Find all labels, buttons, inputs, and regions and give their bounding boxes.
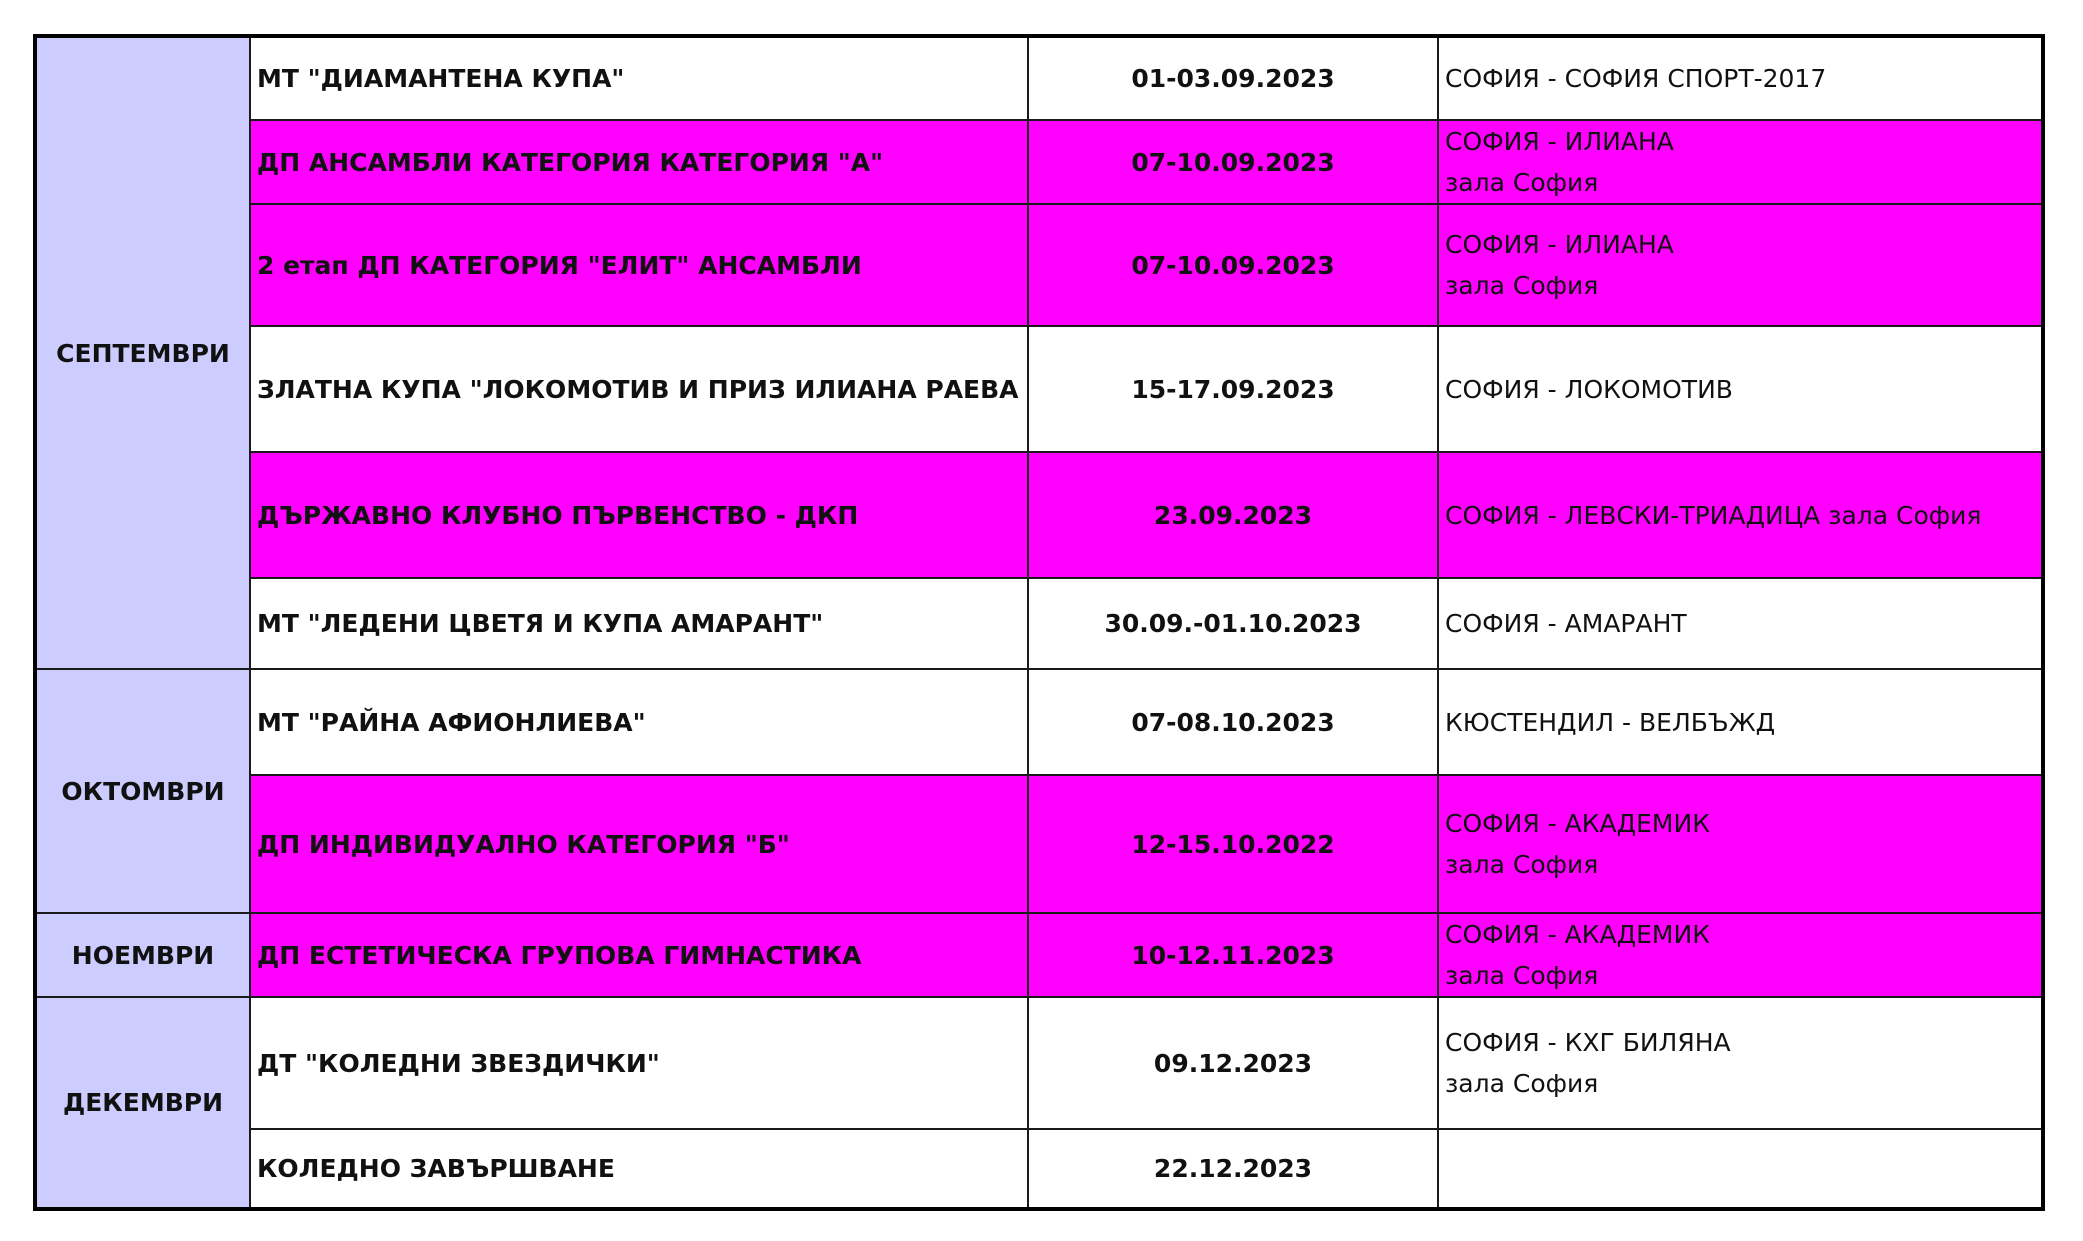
event-name: 2 етап ДП КАТЕГОРИЯ "ЕЛИТ" АНСАМБЛИ: [250, 204, 1028, 326]
event-venue: [1438, 578, 2043, 669]
event-name: ДТ "КОЛЕДНИ ЗВЕЗДИЧКИ": [250, 997, 1028, 1129]
event-venue: [1438, 452, 2043, 578]
venue-line: СОФИЯ - ЛОКОМОТИВ: [1445, 374, 1733, 404]
event-venue: [1438, 204, 2043, 326]
month-cell-october: ОКТОМВРИ: [35, 669, 250, 913]
table-row: [35, 326, 2043, 452]
event-name: МТ "ДИАМАНТЕНА КУПА": [250, 36, 1028, 120]
event-date: 23.09.2023: [1028, 452, 1438, 578]
event-date: 15-17.09.2023: [1028, 326, 1438, 452]
venue-line: СОФИЯ - ИЛИАНА: [1445, 230, 1674, 259]
table-row: [35, 36, 2043, 120]
table-row: [35, 204, 2043, 326]
event-venue: [1438, 913, 2043, 997]
event-date: 22.12.2023: [1028, 1129, 1438, 1209]
venue-line: СОФИЯ - ЛЕВСКИ-ТРИАДИЦА зала София: [1445, 500, 1982, 530]
table-row: [35, 775, 2043, 913]
venue-line: зала София: [1445, 168, 1599, 197]
event-date: 07-10.09.2023: [1028, 120, 1438, 204]
month-cell-november: НОЕМВРИ: [35, 913, 250, 997]
event-date: 09.12.2023: [1028, 997, 1438, 1129]
venue-line: зала София: [1445, 271, 1599, 300]
venue-line: зала София: [1445, 961, 1599, 990]
event-date: 07-10.09.2023: [1028, 204, 1438, 326]
venue-line: СОФИЯ - СОФИЯ СПОРТ-2017: [1445, 64, 1827, 93]
event-venue: [1438, 120, 2043, 204]
competition-schedule-table: [33, 34, 2045, 1211]
venue-line: СОФИЯ - АКАДЕМИК: [1445, 920, 1710, 949]
table-row: [35, 1129, 2043, 1209]
table-row: [35, 578, 2043, 669]
event-venue: [1438, 1129, 2043, 1209]
table-row: [35, 120, 2043, 204]
venue-line: КЮСТЕНДИЛ - ВЕЛБЪЖД: [1445, 707, 1776, 737]
venue-line: зала София: [1445, 850, 1599, 879]
venue-line: СОФИЯ - ИЛИАНА: [1445, 127, 1674, 156]
event-name: ДП ИНДИВИДУАЛНО КАТЕГОРИЯ "Б": [250, 775, 1028, 913]
event-date: 12-15.10.2022: [1028, 775, 1438, 913]
event-name: ДЪРЖАВНО КЛУБНО ПЪРВЕНСТВО - ДКП: [250, 452, 1028, 578]
event-name: ДП ЕСТЕТИЧЕСКА ГРУПОВА ГИМНАСТИКА: [250, 913, 1028, 997]
month-cell-september: СЕПТЕМВРИ: [35, 36, 250, 669]
event-venue: [1438, 36, 2043, 120]
event-venue: [1438, 775, 2043, 913]
table-row: [35, 669, 2043, 775]
event-name: КОЛЕДНО ЗАВЪРШВАНЕ: [250, 1129, 1028, 1209]
event-venue: [1438, 669, 2043, 775]
table-row: [35, 997, 2043, 1129]
table-row: [35, 913, 2043, 997]
venue-line: СОФИЯ - АМАРАНТ: [1445, 609, 1687, 638]
event-date: 30.09.-01.10.2023: [1028, 578, 1438, 669]
table-row: [35, 452, 2043, 578]
event-venue: [1438, 326, 2043, 452]
venue-line: зала София: [1445, 1069, 1599, 1098]
event-venue: [1438, 997, 2043, 1129]
venue-line: СОФИЯ - КХГ БИЛЯНА: [1445, 1028, 1731, 1057]
event-date: 10-12.11.2023: [1028, 913, 1438, 997]
event-date: 07-08.10.2023: [1028, 669, 1438, 775]
event-name: МТ "РАЙНА АФИОНЛИЕВА": [250, 669, 1028, 775]
month-cell-december: ДЕКЕМВРИ: [35, 997, 250, 1209]
venue-line: СОФИЯ - АКАДЕМИК: [1445, 809, 1710, 838]
event-date: 01-03.09.2023: [1028, 36, 1438, 120]
event-name: МТ "ЛЕДЕНИ ЦВЕТЯ И КУПА АМАРАНТ": [250, 578, 1028, 669]
event-name: ДП АНСАМБЛИ КАТЕГОРИЯ КАТЕГОРИЯ "А": [250, 120, 1028, 204]
event-name: ЗЛАТНА КУПА "ЛОКОМОТИВ И ПРИЗ ИЛИАНА РАЕВА: [250, 326, 1028, 452]
